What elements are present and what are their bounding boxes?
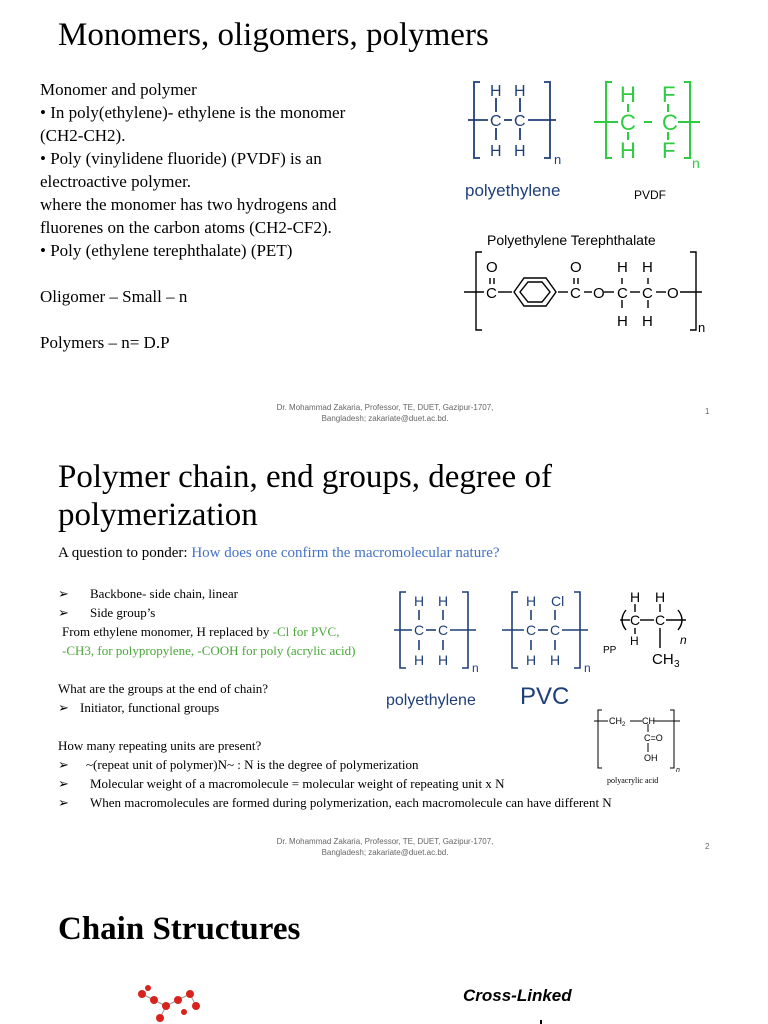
list-item: ➢ Backbone- side chain, linear [58, 586, 238, 601]
svg-text:C: C [570, 285, 581, 302]
svg-text:C: C [490, 113, 502, 130]
polyethylene-structure-1 [466, 78, 566, 168]
svg-text:H: H [620, 82, 636, 107]
polyethylene-label-2: polyethylene [386, 692, 476, 709]
list-item: ➢ Initiator, functional groups [58, 700, 220, 715]
pp-label: PP [603, 645, 617, 656]
pvdf-label: PVDF [634, 188, 667, 202]
svg-text:O: O [570, 259, 582, 276]
pvdf-structure [592, 78, 702, 168]
slide2-footer [240, 836, 530, 858]
svg-text:H: H [642, 313, 653, 330]
svg-text:F: F [662, 138, 676, 163]
end-question: What are the groups at the end of chain? [58, 681, 269, 696]
list-item: ➢ Molecular weight of a macromolecule = molecular weight of repeating unit x N [58, 776, 505, 791]
svg-text:Cl: Cl [551, 593, 565, 609]
svg-text:n: n [698, 320, 706, 335]
arrow-bullet-icon: ➢ [58, 776, 69, 791]
footer-line: Dr. Mohammad Zakaria, Professor, TE, DUET, Gazipur-1707, [276, 837, 494, 846]
svg-text:H: H [617, 313, 628, 330]
svg-text:H: H [514, 83, 526, 100]
svg-text:H: H [526, 652, 537, 668]
svg-text:C: C [630, 612, 641, 628]
arrow-bullet-icon: ➢ [58, 586, 69, 601]
list-item: ➢ ~(repeat unit of polymer)N~ : N is the degree of polymerization [58, 757, 419, 772]
svg-text:C: C [617, 285, 628, 302]
list-item: ➢ When macromolecules are formed during polymerization, each macromolecule can have different N [58, 795, 612, 810]
svg-text:3: 3 [674, 659, 680, 668]
slide1-line: where the monomer has two hydrogens and [40, 195, 337, 214]
polyacrylic-acid-label: polyacrylic acid [607, 776, 659, 785]
svg-text:H: H [550, 652, 561, 668]
polyethylene-label-1: polyethylene [465, 181, 561, 200]
slide1-line: • In poly(ethylene)- ethylene is the monomer [40, 103, 346, 122]
svg-text:C: C [550, 622, 561, 638]
svg-text:O: O [486, 259, 498, 276]
svg-text:O: O [593, 285, 605, 302]
svg-text:OH: OH [644, 753, 658, 763]
svg-text:H: H [438, 593, 449, 609]
slide1-line: electroactive polymer. [40, 172, 192, 191]
svg-text:n: n [554, 152, 562, 167]
svg-text:n: n [676, 767, 680, 772]
slide1-page-number: 1 [705, 407, 710, 416]
slide1-line: Monomer and polymer [40, 80, 197, 99]
svg-text:H: H [655, 589, 666, 605]
pvc-label: PVC [520, 683, 570, 710]
slide1-line: Polymers – n= D.P [40, 333, 170, 352]
svg-text:H: H [490, 143, 502, 160]
svg-text:C: C [655, 612, 666, 628]
divider-mark [540, 1020, 542, 1024]
polyacrylic-acid-structure [594, 706, 684, 772]
ethylene-line-2: -CH3, for polypropylene, -COOH for poly (acrylic acid) [62, 643, 356, 658]
question-text: How does one confirm the macromolecular nature? [191, 545, 500, 561]
pvc-structure [498, 588, 598, 678]
slide1-body [40, 78, 345, 354]
slide2-title-line: Polymer chain, end groups, degree of [58, 459, 552, 495]
svg-text:C: C [526, 622, 537, 638]
svg-text:H: H [526, 593, 537, 609]
arrow-bullet-icon: ➢ [58, 757, 69, 772]
svg-text:H: H [414, 652, 425, 668]
footer-line: Bangladesh; zakariate@duet.ac.bd. [321, 414, 449, 423]
svg-text:C: C [438, 622, 449, 638]
svg-text:H: H [514, 143, 526, 160]
svg-text:H: H [414, 593, 425, 609]
pp-structure [612, 588, 692, 668]
svg-text:C: C [662, 110, 678, 135]
svg-text:n: n [472, 661, 479, 675]
list-item: ➢ Side group’s [58, 605, 156, 620]
svg-text:H: H [642, 259, 653, 276]
ponder-question [58, 545, 500, 562]
svg-text:n: n [680, 633, 687, 647]
svg-text:H: H [490, 83, 502, 100]
svg-text:H: H [438, 652, 449, 668]
svg-text:C: C [514, 113, 526, 130]
arrow-bullet-icon: ➢ [58, 700, 69, 715]
slide1-line: fluorenes on the carbon atoms (CH2-CF2). [40, 218, 332, 237]
svg-text:n: n [692, 155, 700, 168]
slide1-footer [240, 402, 530, 424]
svg-text:n: n [584, 661, 591, 675]
repeat-question: How many repeating units are present? [58, 738, 262, 753]
svg-text:H: H [630, 589, 641, 605]
slide1-line: Oligomer – Small – n [40, 287, 188, 306]
svg-text:2: 2 [622, 722, 626, 728]
svg-text:C: C [486, 285, 497, 302]
slide2-title [58, 458, 552, 534]
svg-text:CH: CH [642, 716, 655, 726]
question-prefix: A question to ponder: [58, 545, 192, 561]
slide2-page-number: 2 [705, 842, 710, 851]
svg-text:CH: CH [609, 716, 622, 726]
svg-text:H: H [620, 138, 636, 163]
arrow-bullet-icon: ➢ [58, 795, 69, 810]
pet-title: Polyethylene Terephthalate [487, 232, 656, 248]
slide3-title: Chain Structures [58, 911, 301, 947]
svg-text:F: F [662, 82, 676, 107]
svg-text:CH: CH [652, 651, 674, 668]
slide1-line: • Poly (vinylidene fluoride) (PVDF) is an [40, 149, 322, 168]
svg-text:O: O [667, 285, 679, 302]
svg-text:C=O: C=O [644, 733, 663, 743]
ethylene-line-1: From ethylene monomer, H replaced by -Cl for PVC, [62, 624, 340, 639]
svg-text:H: H [617, 259, 628, 276]
footer-line: Dr. Mohammad Zakaria, Professor, TE, DUET, Gazipur-1707, [276, 403, 494, 412]
slide1-title: Monomers, oligomers, polymers [58, 17, 489, 53]
polyethylene-structure-2 [392, 588, 492, 678]
arrow-bullet-icon: ➢ [58, 605, 69, 620]
footer-line: Bangladesh; zakariate@duet.ac.bd. [321, 848, 449, 857]
molecule-chain-image [130, 984, 210, 1024]
pet-structure [462, 250, 712, 336]
svg-text:C: C [620, 110, 636, 135]
slide1-line: (CH2-CH2). [40, 126, 126, 145]
cross-linked-label: Cross-Linked [463, 986, 572, 1005]
svg-text:H: H [630, 634, 639, 648]
slide1-line: • Poly (ethylene terephthalate) (PET) [40, 241, 293, 260]
slide2-title-line: polymerization [58, 497, 258, 533]
svg-text:C: C [642, 285, 653, 302]
svg-text:C: C [414, 622, 425, 638]
